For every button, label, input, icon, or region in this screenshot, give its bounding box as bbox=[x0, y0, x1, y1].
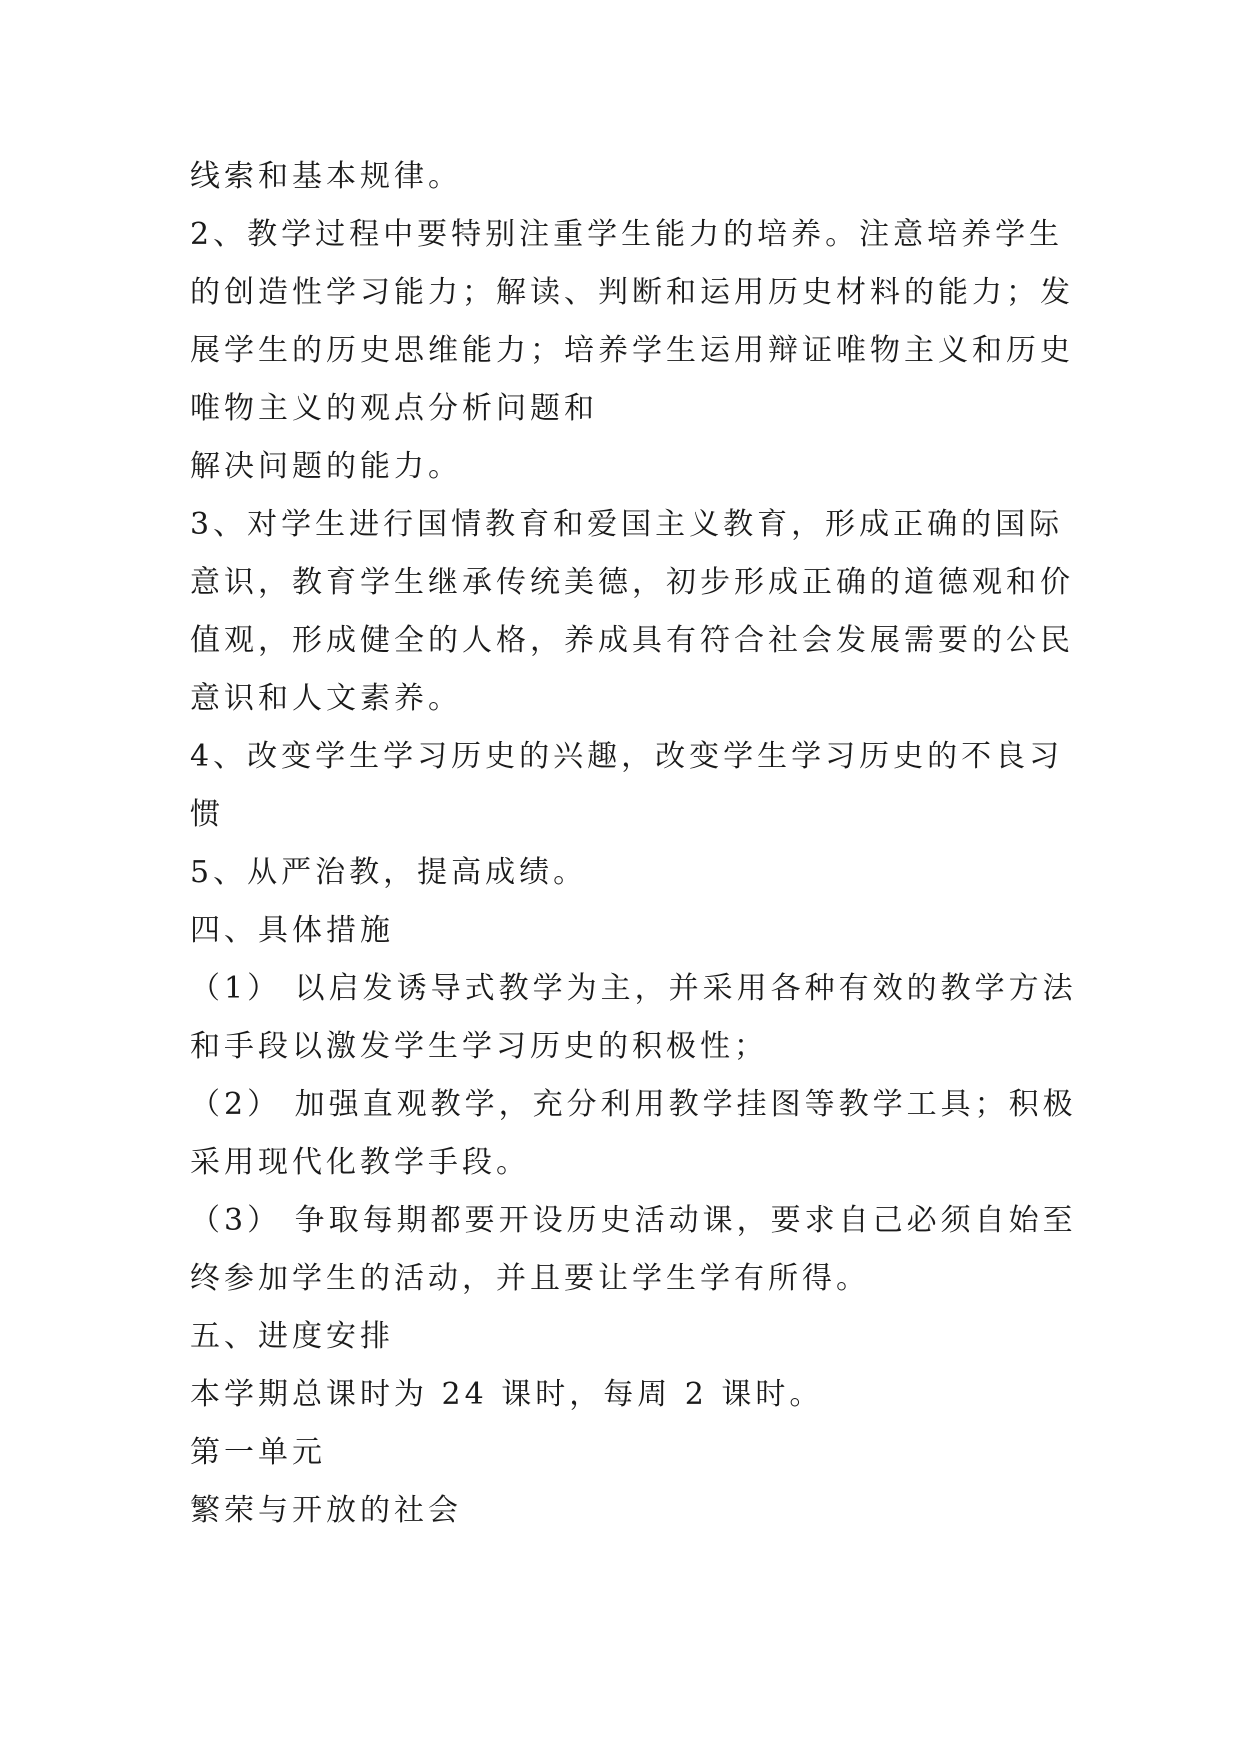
text-line-15: （1） 以启发诱导式教学为主，并采用各种有效的教学方法 bbox=[190, 971, 1077, 1006]
text-line-7: 3、对学生进行国情教育和爱国主义教育，形成正确的国际 bbox=[190, 507, 1064, 542]
text-line-22: 本学期总课时为 24 课时，每周 2 课时。 bbox=[190, 1377, 824, 1412]
text-line-11: 4、改变学生学习历史的兴趣，改变学生学习历史的不良习 bbox=[190, 739, 1064, 774]
text-line-13: 5、从严治教，提高成绩。 bbox=[190, 855, 588, 890]
text-line-4: 展学生的历史思维能力；培养学生运用辩证唯物主义和历史 bbox=[190, 333, 1074, 368]
text-line-6: 解决问题的能力。 bbox=[190, 449, 462, 484]
section-heading-schedule: 五、进度安排 bbox=[190, 1319, 394, 1354]
text-line-2: 2、教学过程中要特别注重学生能力的培养。注意培养学生 bbox=[190, 217, 1064, 252]
text-line-17: （2） 加强直观教学，充分利用教学挂图等教学工具；积极 bbox=[190, 1087, 1077, 1122]
unit-heading: 第一单元 bbox=[190, 1435, 326, 1470]
text-line-20: 终参加学生的活动，并且要让学生学有所得。 bbox=[190, 1261, 870, 1296]
text-line-18: 采用现代化教学手段。 bbox=[190, 1145, 530, 1180]
text-line-19: （3） 争取每期都要开设历史活动课，要求自己必须自始至 bbox=[190, 1203, 1077, 1238]
text-line-5: 唯物主义的观点分析问题和 bbox=[190, 391, 598, 426]
section-heading-measures: 四、具体措施 bbox=[190, 913, 394, 948]
document-page bbox=[190, 159, 1077, 1554]
text-line-10: 意识和人文素养。 bbox=[190, 681, 462, 716]
text-line-9: 值观，形成健全的人格，养成具有符合社会发展需要的公民 bbox=[190, 623, 1074, 658]
text-line-16: 和手段以激发学生学习历史的积极性； bbox=[190, 1029, 768, 1064]
text-line-12: 惯 bbox=[190, 797, 224, 832]
text-line-3: 的创造性学习能力；解读、判断和运用历史材料的能力；发 bbox=[190, 275, 1074, 310]
text-line-1: 线索和基本规律。 bbox=[190, 159, 462, 194]
unit-title: 繁荣与开放的社会 bbox=[190, 1493, 462, 1528]
text-line-8: 意识，教育学生继承传统美德，初步形成正确的道德观和价 bbox=[190, 565, 1074, 600]
